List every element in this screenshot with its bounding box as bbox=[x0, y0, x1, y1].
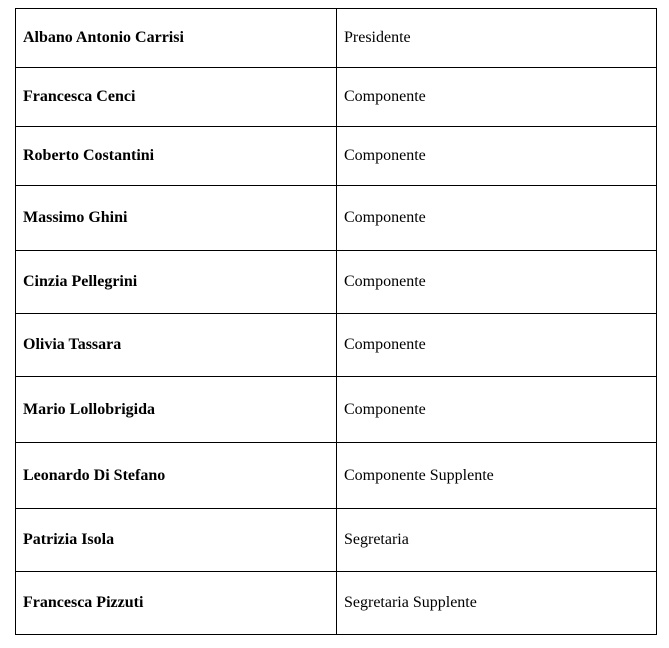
member-name: Massimo Ghini bbox=[16, 186, 337, 251]
member-role: Componente bbox=[337, 377, 657, 443]
member-role: Componente bbox=[337, 68, 657, 127]
member-role: Componente Supplente bbox=[337, 443, 657, 509]
member-role: Componente bbox=[337, 251, 657, 314]
table-row bbox=[16, 443, 657, 509]
member-name: Francesca Pizzuti bbox=[16, 572, 337, 635]
member-name: Patrizia Isola bbox=[16, 509, 337, 572]
member-role: Componente bbox=[337, 314, 657, 377]
member-role: Componente bbox=[337, 127, 657, 186]
table-row bbox=[16, 572, 657, 635]
table-row bbox=[16, 127, 657, 186]
table-row bbox=[16, 186, 657, 251]
member-name: Mario Lollobrigida bbox=[16, 377, 337, 443]
table-row bbox=[16, 509, 657, 572]
member-name: Francesca Cenci bbox=[16, 68, 337, 127]
table-row bbox=[16, 377, 657, 443]
member-name: Olivia Tassara bbox=[16, 314, 337, 377]
member-role: Segretaria Supplente bbox=[337, 572, 657, 635]
table-row bbox=[16, 314, 657, 377]
member-name: Cinzia Pellegrini bbox=[16, 251, 337, 314]
table-row bbox=[16, 9, 657, 68]
member-role: Segretaria bbox=[337, 509, 657, 572]
members-table bbox=[15, 8, 657, 635]
member-name: Roberto Costantini bbox=[16, 127, 337, 186]
member-name: Albano Antonio Carrisi bbox=[16, 9, 337, 68]
member-role: Presidente bbox=[337, 9, 657, 68]
table-row bbox=[16, 68, 657, 127]
table-row bbox=[16, 251, 657, 314]
member-name: Leonardo Di Stefano bbox=[16, 443, 337, 509]
member-role: Componente bbox=[337, 186, 657, 251]
